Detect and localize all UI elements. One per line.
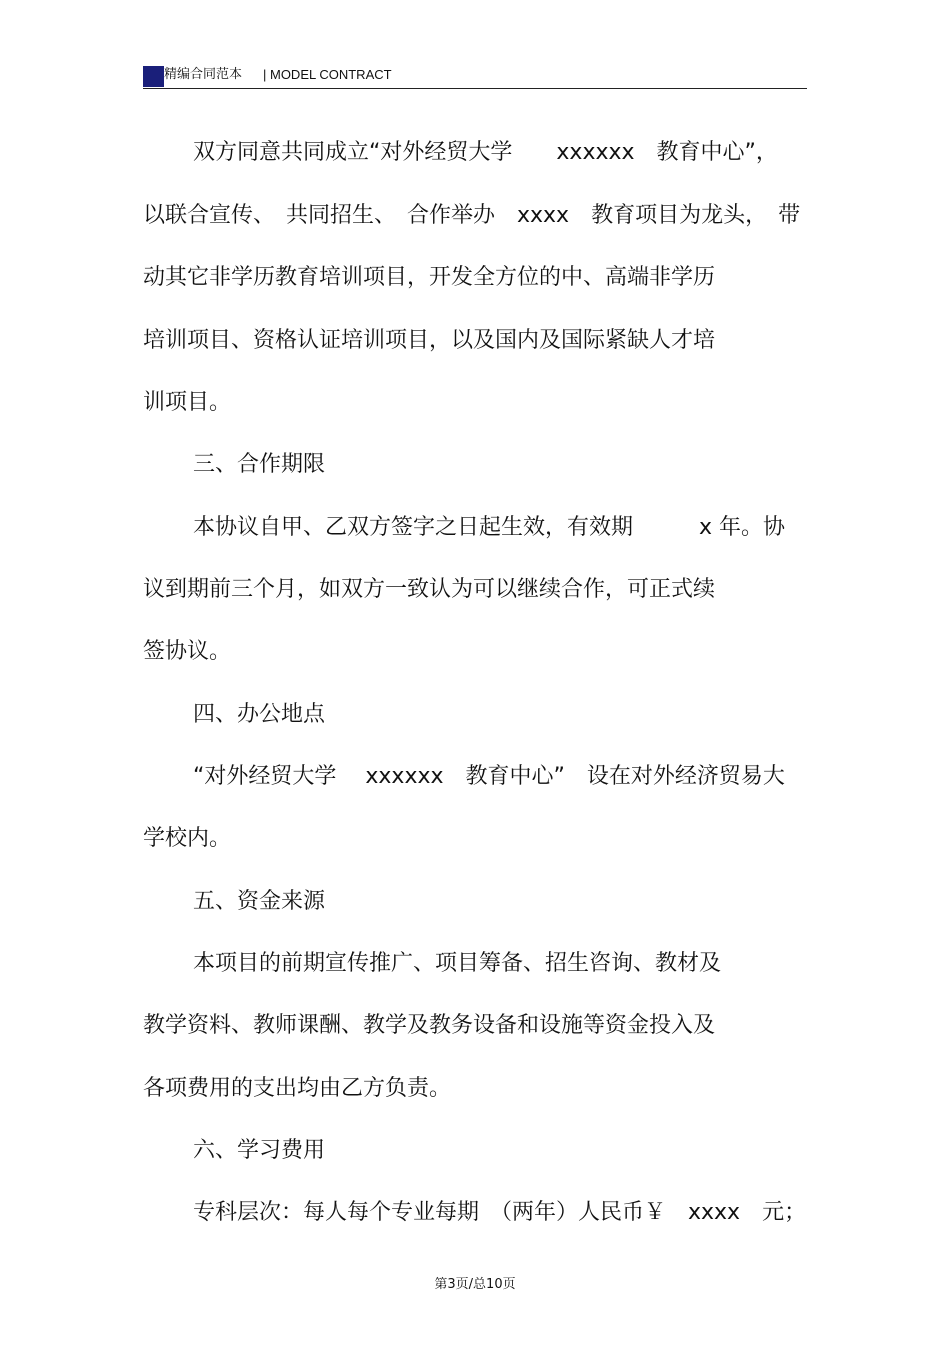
body-line: 培训项目、资格认证培训项目，以及国内及国际紧缺人才培 bbox=[143, 328, 716, 353]
body-line: 动其它非学历教育培训项目，开发全方位的中、高端非学历 bbox=[143, 265, 716, 290]
body-line: 议到期前三个月，如双方一致认为可以继续合作，可正式续 bbox=[143, 577, 716, 602]
body-line: 学校内。 bbox=[143, 826, 232, 851]
body-line: 教学资料、教师课酬、教学及教务设备和设施等资金投入及 bbox=[143, 1013, 716, 1038]
body-line: 本协议自甲、乙双方签字之日起生效，有效期 x 年。协 bbox=[193, 515, 786, 540]
body-line: 专科层次：每人每个专业每期 （两年）人民币￥ xxxx 元； bbox=[193, 1200, 807, 1225]
body-line: 双方同意共同成立“对外经贸大学 xxxxxx 教育中心”， bbox=[193, 140, 778, 165]
body-line: 签协议。 bbox=[143, 639, 232, 664]
body-line: 各项费用的支出均由乙方负责。 bbox=[143, 1076, 452, 1101]
header-brand: 精编合同范本 bbox=[164, 67, 243, 82]
section-heading: 三、合作期限 bbox=[193, 452, 326, 477]
section-heading: 五、资金来源 bbox=[193, 889, 326, 914]
section-heading: 六、学习费用 bbox=[193, 1138, 326, 1163]
body-line: 训项目。 bbox=[143, 390, 232, 415]
header-tagline: | MODEL CONTRACT bbox=[263, 67, 392, 82]
page-number: 第3页/总10页 bbox=[434, 1277, 516, 1292]
body-line: 以联合宣传、 共同招生、 合作举办 xxxx 教育项目为龙头， 带 bbox=[143, 203, 801, 228]
body-line: 本项目的前期宣传推广、项目筹备、招生咨询、教材及 bbox=[193, 951, 722, 976]
page-header bbox=[143, 64, 807, 89]
section-heading: 四、办公地点 bbox=[193, 702, 326, 727]
body-line: “对外经贸大学 xxxxxx 教育中心” 设在对外经济贸易大 bbox=[193, 764, 785, 789]
logo-icon bbox=[143, 66, 164, 87]
